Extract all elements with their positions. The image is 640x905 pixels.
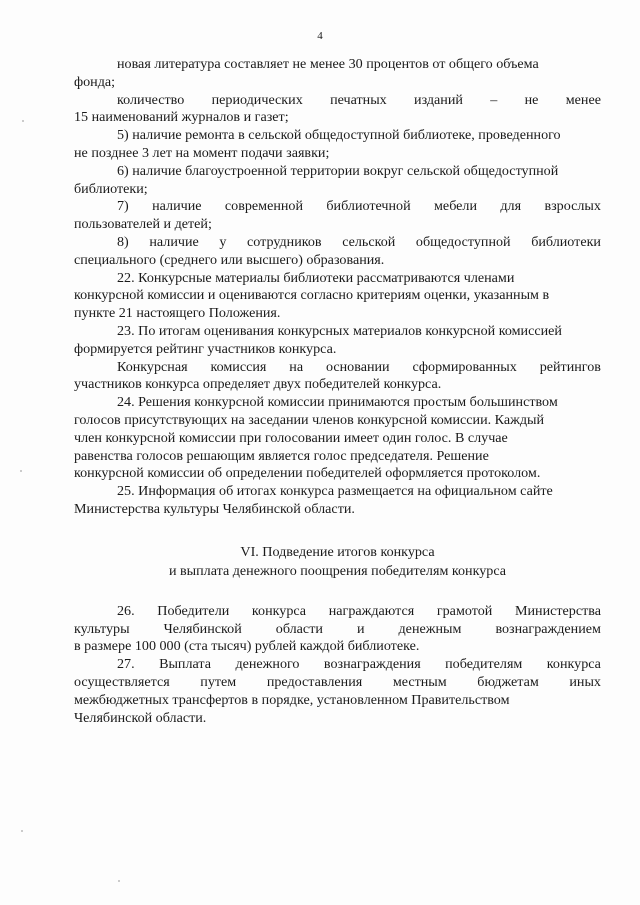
word: для (500, 198, 522, 215)
word: 27. (117, 656, 135, 673)
text-line: фонда; (74, 73, 116, 90)
justified-line (117, 359, 601, 377)
word: современной (224, 198, 303, 215)
word: бюджетам (477, 673, 539, 690)
text-line: Министерства культуры Челябинской области. (74, 500, 355, 517)
paragraph-item-23 (74, 322, 601, 359)
justified-line (117, 603, 601, 621)
paragraph-item-22 (74, 269, 601, 323)
paragraph-item-24 (74, 394, 601, 483)
justified-line (74, 621, 601, 639)
word: иных (569, 673, 601, 690)
word: менее (565, 91, 601, 108)
word: вознаграждения (323, 656, 421, 673)
word: Челябинской (163, 620, 242, 637)
word: библиотеки (531, 233, 601, 250)
word: награждаются (328, 602, 415, 619)
spacer (117, 581, 601, 603)
word: наличие (152, 198, 202, 215)
paragraph-item-8 (74, 233, 601, 270)
text-line: голосов присутствующих на заседании членов конкурсной комиссии. Каждый (74, 411, 545, 428)
spacer (117, 519, 601, 543)
word: вознаграждением (495, 620, 601, 637)
paragraph-item-5 (74, 127, 601, 163)
paragraph-new-literature (74, 56, 601, 92)
word: взрослых (544, 198, 601, 215)
word: предоставления (266, 673, 363, 690)
text-line: пункте 21 настоящего Положения. (74, 305, 281, 322)
text-line: в размере 100 000 (ста тысяч) рублей каждой библиотеке. (74, 638, 420, 655)
word: библиотечной (326, 198, 411, 215)
text-line: 24. Решения конкурсной комиссии принимаются простым большинством (117, 394, 558, 411)
word: печатных (330, 91, 387, 108)
paragraph-item-25 (74, 483, 601, 519)
page-number: 4 (317, 30, 323, 42)
justified-line (117, 656, 601, 674)
word: количество (117, 91, 185, 108)
paragraph-periodicals (74, 91, 601, 128)
section-heading (74, 543, 601, 581)
justified-line (117, 92, 601, 110)
text-line: член конкурсной комиссии при голосовании имеет один голос. В случае (74, 429, 508, 446)
word: у (219, 233, 227, 250)
text-line: специального (среднего или высшего) образования. (74, 251, 385, 268)
word: Выплата (159, 656, 211, 673)
paragraph-item-7 (74, 198, 601, 234)
paragraph-item-23b (74, 358, 601, 395)
justified-line (117, 198, 601, 216)
word: 8) (117, 233, 129, 250)
word: на (289, 358, 304, 375)
word: сотрудников (247, 233, 322, 250)
word: конкурса (546, 656, 601, 673)
text-line: 23. По итогам оценивания конкурсных материалов конкурсной комиссией (117, 322, 562, 339)
word: Конкурсная (117, 358, 188, 375)
word: победителям (445, 656, 523, 673)
word: сформированных (412, 358, 517, 375)
text-line: 15 наименований журналов и газет; (74, 109, 289, 126)
section-heading-line-1: VI. Подведение итогов конкурса (240, 543, 435, 560)
word: осуществляется (74, 673, 170, 690)
word: – (490, 91, 498, 108)
word: области (275, 620, 323, 637)
text-line: формируется рейтинг участников конкурса. (74, 340, 337, 357)
section-heading-line-2: и выплата денежного поощрения победителям конкурса (168, 562, 507, 579)
paragraph-item-27 (74, 656, 601, 727)
text-line: участников конкурса определяет двух победителей конкурса. (74, 376, 442, 393)
word: путем (200, 673, 237, 690)
word: не (524, 91, 539, 108)
word: сельской (342, 233, 396, 250)
word: местным (392, 673, 447, 690)
word: изданий (414, 91, 463, 108)
word: комиссия (210, 358, 267, 375)
paragraph-item-6 (74, 162, 601, 199)
document-body (74, 56, 601, 727)
word: и (356, 620, 365, 637)
word: общедоступной (415, 233, 511, 250)
word: конкурса (251, 602, 307, 619)
word: основании (325, 358, 390, 375)
word: денежным (398, 620, 462, 637)
word: Победители (157, 602, 230, 619)
scan-artifact (20, 470, 22, 472)
word: 26. (117, 602, 135, 619)
word: культуры (74, 620, 130, 637)
text-line: не позднее 3 лет на момент подачи заявки; (74, 144, 330, 161)
word: наличие (149, 233, 199, 250)
word: мебели (434, 198, 478, 215)
word: 7) (117, 198, 129, 215)
text-line: конкурсной комиссии об определении победителей оформляется протоколом. (74, 465, 541, 482)
text-line: пользователей и детей; (74, 216, 212, 233)
word: денежного (235, 656, 300, 673)
justified-line (117, 234, 601, 252)
scan-artifact (22, 120, 24, 122)
scan-artifact (118, 880, 120, 882)
word: периодических (211, 91, 303, 108)
text-line: 22. Конкурсные материалы библиотеки рассматриваются членами (117, 269, 515, 286)
text-line: равенства голосов решающим является голос председателя. Решение (74, 447, 489, 464)
justified-line (74, 674, 601, 692)
text-line: библиотеки; (74, 180, 148, 197)
text-line: 6) наличие благоустроенной территории вокруг сельской общедоступной (117, 162, 559, 179)
word: Министерства (514, 602, 601, 619)
text-line: новая литература составляет не менее 30 процентов от общего объема (117, 56, 539, 72)
text-line: 25. Информация об итогах конкурса размещается на официальном сайте (117, 483, 553, 500)
text-line: межбюджетных трансфертов в порядке, установленном Правительством (74, 691, 510, 708)
paragraph-item-26 (74, 602, 601, 656)
text-line: Челябинской области. (74, 709, 207, 726)
text-line: конкурсной комиссии и оцениваются согласно критериям оценки, указанным в (74, 287, 550, 304)
word: грамотой (436, 602, 493, 619)
text-line: 5) наличие ремонта в сельской общедоступной библиотеке, проведенного (117, 127, 561, 144)
scan-artifact (21, 830, 23, 832)
word: рейтингов (539, 358, 601, 375)
